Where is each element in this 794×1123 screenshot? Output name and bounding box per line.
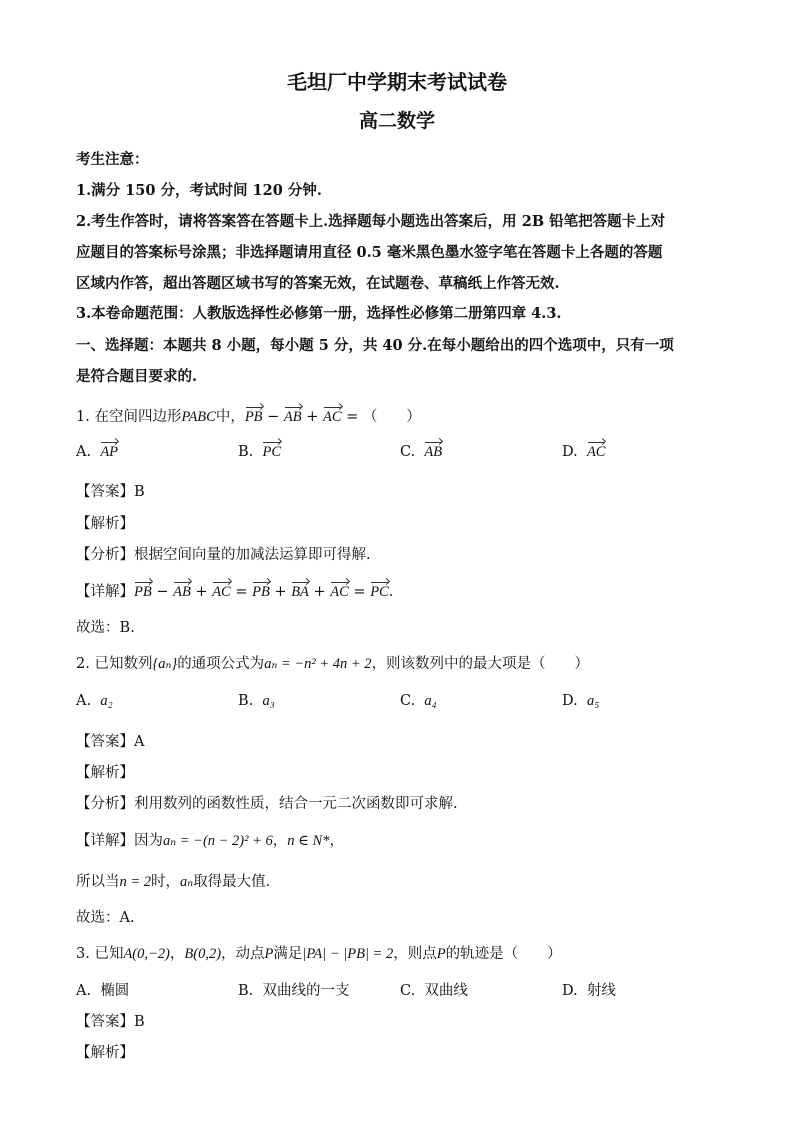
q2-option-c: C. a₄ bbox=[400, 693, 437, 709]
q2-conclusion: 所以当n = 2时，aₙ取得最大值. bbox=[76, 874, 271, 890]
q3-option-b: B. 双曲线的一支 bbox=[238, 983, 350, 999]
q1-option-d: D. AC bbox=[562, 444, 606, 460]
question-3-stem: 3. 已知A(0,−2)，B(0,2)，动点P满足|PA| − |PB| = 2，则点P的轨迹是（ ） bbox=[76, 946, 562, 962]
q1-option-a: A. AP bbox=[76, 444, 119, 460]
q3-analysis-heading: 【解析】 bbox=[76, 1045, 134, 1061]
q1-op1: − bbox=[262, 409, 284, 425]
q1-analysis-heading: 【解析】 bbox=[76, 516, 134, 532]
q2-analysis: 【分析】利用数列的函数性质，结合一元二次函数即可求解. bbox=[76, 796, 458, 812]
q2-formula: aₙ = −n² + 4n + 2 bbox=[264, 656, 372, 672]
exam-subtitle: 高二数学 bbox=[358, 110, 435, 132]
q1-option-c: C. AB bbox=[400, 444, 443, 460]
notice-item-2-line-2: 应题目的答案标号涂黑；非选择题请用直径 0.5 毫米黑色墨水签字笔在答题卡上各题的答题 bbox=[76, 244, 663, 261]
notice-item-2-line-3: 区域内作答，超出答题区域书写的答案无效，在试题卷、草稿纸上作答无效. bbox=[76, 275, 560, 292]
q2-choice: 故选：A. bbox=[76, 910, 135, 926]
q1-op2: + bbox=[301, 409, 324, 425]
q1-choice: 故选：B. bbox=[76, 620, 135, 636]
q1-vector-ab: AB bbox=[283, 409, 302, 425]
q3-option-c: C. 双曲线 bbox=[400, 983, 468, 999]
q2-detail: 【详解】因为aₙ = −(n − 2)² + 6，n ∈ N*， bbox=[76, 833, 344, 849]
notice-item-2-line-1: 2.考生作答时，请将答案答在答题卡上.选择题每小题选出答案后，用 2B 铅笔把答题卡上对 bbox=[76, 213, 666, 230]
notice-item-3: 3.本卷命题范围：人教版选择性必修第一册，选择性必修第二册第四章 4.3. bbox=[76, 305, 562, 322]
section-heading-line-1: 一、选择题：本题共 8 小题，每小题 5 分，共 40 分.在每小题给出的四个选项中，只有一项 bbox=[76, 337, 674, 354]
q2-answer: 【答案】A bbox=[76, 734, 145, 750]
q1-vector-ac: AC bbox=[323, 409, 342, 425]
q2-option-b: B. a₃ bbox=[238, 693, 275, 709]
question-1-stem bbox=[76, 405, 421, 426]
exam-title: 毛坦厂中学期末考试试卷 bbox=[287, 70, 507, 94]
q3-option-d: D. 射线 bbox=[562, 983, 616, 999]
q1-suffix: = （ ） bbox=[341, 409, 421, 425]
question-2-stem: 2. 已知数列{aₙ}的通项公式为aₙ = −n² + 4n + 2，则该数列中的最大项是（ ） bbox=[76, 656, 590, 672]
notice-item-1: 1.满分 150 分，考试时间 120 分钟. bbox=[76, 182, 322, 199]
q2-option-d: D. a₅ bbox=[562, 693, 600, 709]
q1-analysis: 【分析】根据空间向量的加减法运算即可得解. bbox=[76, 547, 371, 563]
q1-mid: 中， bbox=[215, 409, 245, 425]
q1-option-b: B. PC bbox=[238, 444, 282, 460]
q3-option-a: A. 椭圆 bbox=[76, 983, 130, 999]
q2-option-a: A. a₂ bbox=[76, 693, 113, 709]
q1-answer: 【答案】B bbox=[76, 484, 145, 500]
q1-prefix: 1. 在空间四边形 bbox=[76, 409, 182, 425]
notice-heading: 考生注意： bbox=[76, 151, 149, 168]
section-heading-line-2: 是符合题目要求的. bbox=[76, 368, 198, 385]
q2-analysis-heading: 【解析】 bbox=[76, 765, 134, 781]
q1-detail: 【详解】PB − AB + AC = PB + BA + AC = PC. bbox=[76, 584, 394, 600]
q1-vector-pb: PB bbox=[244, 409, 263, 425]
q2-sequence: {aₙ} bbox=[152, 656, 178, 672]
q1-shape: PABC bbox=[181, 409, 216, 425]
q3-answer: 【答案】B bbox=[76, 1014, 145, 1030]
